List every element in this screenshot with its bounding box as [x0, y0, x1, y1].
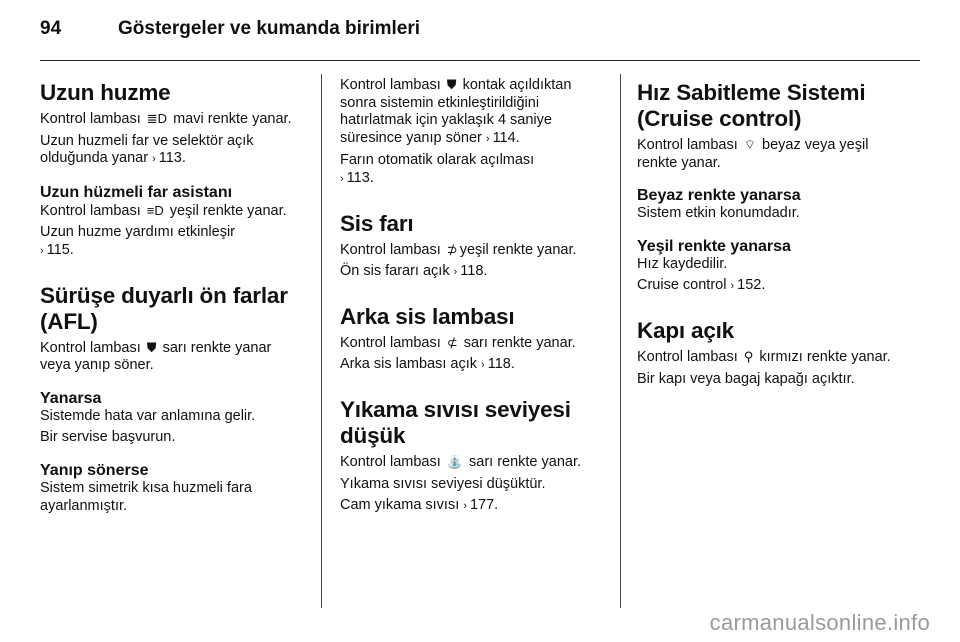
paragraph: Uzun huzme yardımı etkinleşir › 115. [40, 224, 302, 260]
paragraph: Hız kaydedilir. [637, 255, 728, 272]
sub-heading: Yanarsa [40, 389, 102, 407]
page-header [40, 14, 920, 61]
high-beam-icon: ≣D [146, 111, 168, 126]
paragraph: Bir servise başvurun. [40, 429, 176, 446]
paragraph: Ön sis fararı açık › 118. [340, 263, 610, 282]
cruise-control-icon: ⌔ [743, 137, 757, 152]
page-ref-icon: › [152, 153, 156, 166]
paragraph: Kontrol lambası ⛲ sarı renkte yanar. [340, 453, 582, 470]
afl-icon: ⛊ [446, 77, 457, 92]
paragraph: Kontrol lambası ⛊ sarı renkte yanar veya yanıp söner. [40, 339, 272, 374]
paragraph: Cruise control › 152. [637, 277, 907, 296]
watermark: carmanualsonline.info [709, 610, 930, 635]
page-title: Göstergeler ve kumanda birimleri [118, 18, 421, 39]
paragraph: Sistemde hata var anlamına gelir. [40, 407, 256, 424]
section-heading: Kapı açık [637, 317, 735, 343]
sub-heading: Yanıp sönerse [40, 461, 149, 479]
washer-fluid-icon: ⛲ [446, 453, 463, 469]
page-ref-icon: › [463, 500, 467, 513]
paragraph: Kontrol lambası ⌔ beyaz veya yeşil renkte yanar. [637, 137, 869, 171]
sub-heading: Beyaz renkte yanarsa [637, 187, 801, 205]
column-3 [637, 76, 907, 392]
sub-heading: Yeşil renkte yanarsa [637, 237, 791, 255]
paragraph: Arka sis lambası açık › 118. [340, 356, 610, 375]
page-ref-icon: › [340, 172, 344, 185]
column-divider [620, 74, 621, 608]
page-ref-icon: › [40, 244, 44, 257]
paragraph: Kontrol lambası ≣D mavi renkte yanar. [40, 111, 292, 127]
paragraph: Kontrol lambası ⛊ kontak açıldıktan sonra sistemin etkinleştirildiğini hatırlatmak için yaklaşık 4 saniye süresince yanıp söner › 114. [340, 76, 610, 148]
page-ref-icon: › [481, 359, 485, 372]
page-ref-icon: › [485, 132, 490, 145]
section-heading: Uzun huzme [40, 80, 171, 105]
column-1 [40, 76, 302, 519]
section-heading: Yıkama sıvısı seviyesi düşük [340, 396, 571, 448]
paragraph: Kontrol lambası ≡D yeşil renkte yanar. [40, 202, 287, 219]
paragraph: Kontrol lambası ⊅ yeşil renkte yanar. [340, 241, 577, 258]
auto-high-beam-icon: ≡D [146, 202, 164, 218]
paragraph: Sistem etkin konumdadır. [637, 205, 800, 222]
afl-icon: ⛊ [146, 339, 157, 355]
page-ref-icon: › [453, 266, 458, 279]
section-heading: Sis farı [340, 210, 414, 236]
paragraph: Yıkama sıvısı seviyesi düşüktür. [340, 475, 546, 492]
fog-light-icon: ⊅ [446, 241, 458, 257]
column-divider [321, 74, 322, 608]
section-heading: Hız Sabitleme Sistemi (Cruise control) [637, 80, 866, 131]
paragraph: Kontrol lambası ⚲ kırmızı renkte yanar. [637, 348, 891, 365]
sub-heading: Uzun hüzmeli far asistanı [40, 183, 233, 201]
paragraph: Bir kapı veya bagaj kapağı açıktır. [637, 370, 855, 387]
paragraph: Uzun huzmeli far ve selektör açık olduğunda yanar › 113. [40, 133, 302, 169]
page-number: 94 [40, 18, 62, 39]
paragraph: Farın otomatik olarak açılması › 113. [340, 152, 610, 188]
paragraph: Cam yıkama sıvısı › 177. [340, 497, 610, 516]
paragraph: Kontrol lambası ⊄ sarı renkte yanar. [340, 334, 576, 351]
paragraph: Sistem simetrik kısa huzmeli fara ayarlanmıştır. [40, 479, 252, 514]
page-ref-icon: › [730, 280, 735, 293]
door-open-icon: ⚲ [743, 348, 754, 364]
column-2 [340, 76, 610, 520]
rear-fog-light-icon: ⊄ [446, 334, 458, 350]
section-heading: Sürüşe duyarlı ön farlar (AFL) [40, 282, 288, 334]
section-heading: Arka sis lambası [340, 303, 515, 329]
